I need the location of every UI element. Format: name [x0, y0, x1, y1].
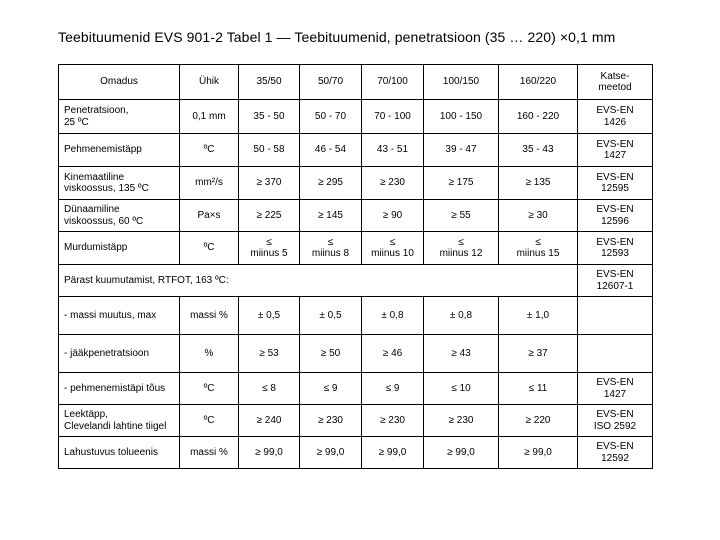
method-cell: EVS-EN 12607-1 [578, 265, 653, 297]
value-cell: ≤ 9 [362, 373, 424, 405]
value-cell: 70 - 100 [362, 100, 424, 134]
table-row [59, 167, 653, 200]
table-row [59, 100, 653, 134]
table-row [59, 405, 653, 437]
value-cell: ≤ miinus 15 [499, 232, 578, 265]
section-row [59, 265, 653, 297]
value-cell: ≤ miinus 10 [362, 232, 424, 265]
unit-cell: 0,1 mm [180, 100, 239, 134]
value-cell: ≥ 295 [300, 167, 362, 200]
method-cell: EVS-EN 1426 [578, 100, 653, 134]
property-cell: Leektäpp, Clevelandi lahtine tiigel [59, 405, 180, 437]
value-cell: ≥ 135 [499, 167, 578, 200]
value-cell: ≥ 90 [362, 200, 424, 232]
value-cell: ± 0,8 [424, 297, 499, 335]
value-cell: ≤ 9 [300, 373, 362, 405]
header-row [59, 65, 653, 100]
property-cell: Lahustuvus tolueenis [59, 437, 180, 469]
property-cell: - massi muutus, max [59, 297, 180, 335]
method-cell: EVS-EN 12595 [578, 167, 653, 200]
method-cell: EVS-EN 12592 [578, 437, 653, 469]
value-cell: ≥ 230 [362, 167, 424, 200]
method-cell [578, 335, 653, 373]
value-cell: 35 - 50 [239, 100, 300, 134]
column-header: Ühik [180, 65, 239, 100]
column-header: 160/220 [499, 65, 578, 100]
value-cell: ≥ 99,0 [362, 437, 424, 469]
property-cell: Penetratsioon, 25 ºC [59, 100, 180, 134]
table-row [59, 200, 653, 232]
value-cell: ≥ 225 [239, 200, 300, 232]
value-cell: ± 0,5 [239, 297, 300, 335]
table-row [59, 373, 653, 405]
value-cell: ≥ 55 [424, 200, 499, 232]
value-cell: ≥ 99,0 [239, 437, 300, 469]
value-cell: ≥ 240 [239, 405, 300, 437]
property-cell: - pehmenemistäpi tõus [59, 373, 180, 405]
specification-table [58, 64, 653, 469]
value-cell: ≥ 370 [239, 167, 300, 200]
value-cell: 50 - 58 [239, 134, 300, 167]
method-cell [578, 297, 653, 335]
value-cell: ≥ 37 [499, 335, 578, 373]
unit-cell: massi % [180, 297, 239, 335]
property-cell: - jääkpenetratsioon [59, 335, 180, 373]
section-label: Pärast kuumutamist, RTFOT, 163 ºC: [59, 265, 578, 297]
column-header: 100/150 [424, 65, 499, 100]
unit-cell: mm²/s [180, 167, 239, 200]
value-cell: ± 0,5 [300, 297, 362, 335]
value-cell: 160 - 220 [499, 100, 578, 134]
unit-cell: massi % [180, 437, 239, 469]
value-cell: 35 - 43 [499, 134, 578, 167]
column-header: 70/100 [362, 65, 424, 100]
table-row [59, 335, 653, 373]
page-title: Teebituumenid EVS 901-2 Tabel 1 — Teebituumenid, penetratsioon (35 … 220) ×0,1 mm [58, 29, 616, 45]
property-cell: Dünaamiline viskoossus, 60 ºC [59, 200, 180, 232]
property-cell: Pehmenemistäpp [59, 134, 180, 167]
value-cell: ≥ 53 [239, 335, 300, 373]
method-cell: EVS-EN 12596 [578, 200, 653, 232]
unit-cell: % [180, 335, 239, 373]
value-cell: ≥ 220 [499, 405, 578, 437]
table-row [59, 437, 653, 469]
value-cell: 46 - 54 [300, 134, 362, 167]
value-cell: ≤ 10 [424, 373, 499, 405]
value-cell: 43 - 51 [362, 134, 424, 167]
value-cell: ≤ miinus 5 [239, 232, 300, 265]
unit-cell: Pa×s [180, 200, 239, 232]
method-cell: EVS-EN 1427 [578, 134, 653, 167]
unit-cell: ºC [180, 405, 239, 437]
column-header: 50/70 [300, 65, 362, 100]
table-row [59, 297, 653, 335]
value-cell: ≥ 30 [499, 200, 578, 232]
table-row [59, 134, 653, 167]
value-cell: 100 - 150 [424, 100, 499, 134]
property-cell: Murdumistäpp [59, 232, 180, 265]
method-cell: EVS-EN ISO 2592 [578, 405, 653, 437]
value-cell: ≥ 46 [362, 335, 424, 373]
value-cell: ≤ 11 [499, 373, 578, 405]
column-header: Omadus [59, 65, 180, 100]
table-row [59, 232, 653, 265]
value-cell: ≤ miinus 8 [300, 232, 362, 265]
value-cell: ± 0,8 [362, 297, 424, 335]
value-cell: ≥ 230 [362, 405, 424, 437]
value-cell: ≥ 99,0 [499, 437, 578, 469]
value-cell: ≥ 43 [424, 335, 499, 373]
value-cell: ≥ 230 [424, 405, 499, 437]
unit-cell: ºC [180, 373, 239, 405]
column-header: 35/50 [239, 65, 300, 100]
unit-cell: ºC [180, 134, 239, 167]
value-cell: ≥ 99,0 [300, 437, 362, 469]
value-cell: ≤ 8 [239, 373, 300, 405]
value-cell: ≥ 175 [424, 167, 499, 200]
value-cell: ≥ 50 [300, 335, 362, 373]
value-cell: ≥ 99,0 [424, 437, 499, 469]
method-cell: EVS-EN 1427 [578, 373, 653, 405]
property-cell: Kinemaatiline viskoossus, 135 ºC [59, 167, 180, 200]
unit-cell: ºC [180, 232, 239, 265]
column-header: Katse- meetod [578, 65, 653, 100]
value-cell: ± 1,0 [499, 297, 578, 335]
value-cell: 50 - 70 [300, 100, 362, 134]
value-cell: 39 - 47 [424, 134, 499, 167]
value-cell: ≥ 230 [300, 405, 362, 437]
method-cell: EVS-EN 12593 [578, 232, 653, 265]
value-cell: ≤ miinus 12 [424, 232, 499, 265]
value-cell: ≥ 145 [300, 200, 362, 232]
